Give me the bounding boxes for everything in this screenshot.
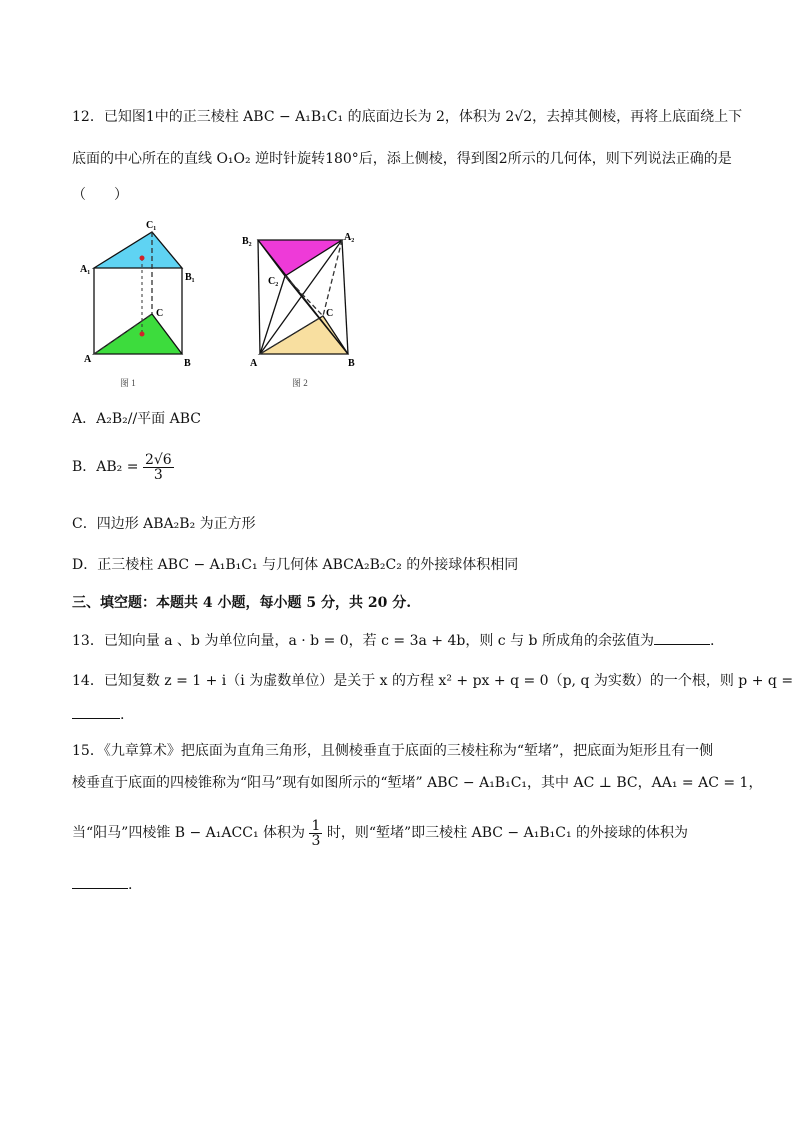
- q15-line3: [72, 818, 688, 848]
- fig1-bottom-triangle: [94, 314, 182, 354]
- q12-line1: 12．已知图1中的正三棱柱 ABC − A₁B₁C₁ 的底面边长为 2，体积为 2√2，去掉其侧棱，再将上底面绕上下: [72, 109, 743, 125]
- q13-text: 13．已知向量 a 、b 为单位向量，a · b = 0，若 c = 3a + 4b，则 c 与 b 所成角的余弦值为: [72, 633, 654, 649]
- fig2-edge-a2c: [323, 240, 342, 316]
- fig2-edge-c2c: [285, 276, 323, 316]
- fig2-edge-b2a: [258, 240, 260, 354]
- fig2-label-c2: C₂: [268, 276, 279, 287]
- q12-option-b-denominator: 3: [153, 466, 163, 483]
- q15-line3-a: 当“阳马”四棱锥 B − A₁ACC₁ 体积为: [72, 825, 306, 841]
- q13: [72, 632, 714, 650]
- q15-line4: [72, 876, 132, 894]
- q15-fraction-numerator: 1: [311, 817, 321, 834]
- fig1-center-top: [140, 256, 145, 261]
- q12-option-c: C．四边形 ABA₂B₂ 为正方形: [72, 516, 256, 532]
- q12-option-b: [72, 452, 174, 482]
- q12-option-b-numerator: 2√6: [144, 451, 172, 468]
- fig1-center-bottom: [140, 332, 145, 337]
- fig2-label-c: C: [326, 308, 334, 319]
- fig1-label-a1: A₁: [80, 264, 91, 275]
- fig2-label-a: A: [250, 358, 258, 369]
- q15-fraction-denominator: 3: [311, 832, 321, 849]
- q14-end: .: [120, 707, 125, 723]
- q13-answer-blank: [654, 632, 710, 645]
- q12-option-b-prefix: B．AB₂ =: [72, 459, 139, 475]
- fig2-label-a2: A₂: [344, 232, 355, 243]
- fig1-caption: 图 1: [120, 378, 136, 388]
- fig1-top-triangle: [94, 232, 182, 268]
- q15-end: .: [128, 877, 133, 893]
- fig2-edge-a2b: [342, 240, 348, 354]
- q12-option-b-fraction: [143, 453, 174, 482]
- q12-option-d: D．正三棱柱 ABC − A₁B₁C₁ 与几何体 ABCA₂B₂C₂ 的外接球体积相同: [72, 557, 519, 573]
- fig1-label-c: C: [156, 308, 164, 319]
- fig1-label-a: A: [84, 354, 92, 365]
- q12-paren: （ ）: [72, 187, 128, 203]
- q12-option-a: A．A₂B₂//平面 ABC: [72, 411, 201, 427]
- q12-line2: 底面的中心所在的直线 O₁O₂ 逆时针旋转180°后，添上侧棱，得到图2所示的几何体，则下列说法正确的是: [72, 151, 732, 167]
- fig1-label-b1: B₁: [185, 272, 195, 283]
- q13-end: .: [709, 633, 715, 649]
- q14-answer-blank: [72, 706, 120, 719]
- fig2-label-b2: B₂: [242, 236, 252, 247]
- q15-line3-b: 时，则“堑堵”即三棱柱 ABC − A₁B₁C₁ 的外接球的体积为: [326, 825, 689, 841]
- figure-1: [78, 214, 198, 394]
- q15-answer-blank: [72, 876, 128, 889]
- figure-2: [238, 224, 368, 394]
- q15-line2: 棱垂直于底面的四棱锥称为“阳马”现有如图所示的“堑堵” ABC − A₁B₁C₁，其中 AC ⊥ BC，AA₁ = AC = 1，: [72, 775, 763, 791]
- section-3-heading: 三、填空题：本题共 4 小题，每小题 5 分，共 20 分.: [72, 595, 412, 611]
- q14-line2: [72, 706, 124, 724]
- q15-line1: 15．《九章算术》把底面为直角三角形，且侧棱垂直于底面的三棱柱称为“堑堵”，把底面为矩形且有一侧: [72, 743, 714, 759]
- q14-line1: 14．已知复数 z = 1 + i（i 为虚数单位）是关于 x 的方程 x² + px + q = 0（p, q 为实数）的一个根，则 p + q =: [72, 673, 794, 689]
- q15-fraction: [309, 819, 322, 848]
- fig2-caption: 图 2: [292, 378, 308, 388]
- fig1-label-b: B: [184, 358, 191, 369]
- fig2-label-b: B: [348, 358, 355, 369]
- fig1-label-c1: C₁: [146, 220, 157, 231]
